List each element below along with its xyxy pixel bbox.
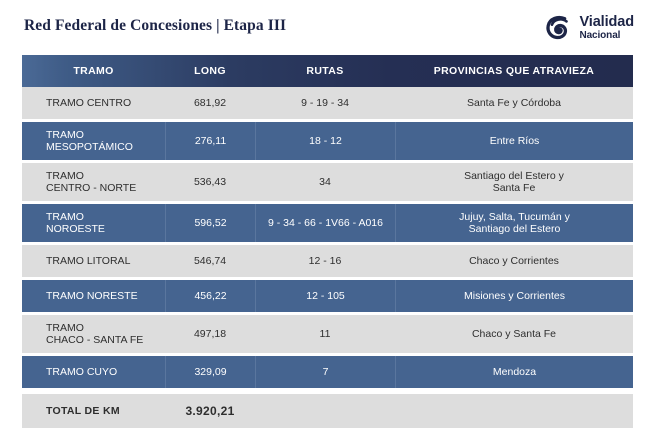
cell-long-text: 546,74 bbox=[193, 254, 227, 267]
cell-tramo bbox=[22, 245, 165, 277]
cell-provincias-text: Chaco y Corrientes bbox=[469, 254, 559, 267]
cell-rutas-text: 11 bbox=[319, 327, 331, 340]
cell-tramo-text: TRAMO NORESTE bbox=[46, 289, 138, 302]
cell-long-text: 329,09 bbox=[194, 365, 227, 378]
cell-long-text: 536,43 bbox=[193, 175, 227, 188]
cell-provincias-text: Santiago del Estero y Santa Fe bbox=[464, 169, 564, 194]
logo-line-2: Nacional bbox=[579, 29, 621, 41]
column-header-tramo: TRAMO bbox=[73, 64, 114, 77]
vialidad-nacional-logo bbox=[544, 13, 634, 43]
cell-provincias bbox=[395, 245, 633, 277]
cell-rutas-text: 18 - 12 bbox=[309, 134, 342, 147]
cell-tramo bbox=[22, 204, 165, 242]
cell-rutas bbox=[255, 315, 395, 353]
cell-tramo-text: TRAMO CENTRO bbox=[46, 96, 132, 109]
cell-tramo bbox=[22, 356, 165, 388]
total-label-cell: TOTAL DE KM bbox=[46, 404, 120, 417]
cell-long bbox=[165, 87, 255, 119]
cell-provincias bbox=[395, 356, 633, 388]
cell-provincias-text: Misiones y Corrientes bbox=[464, 289, 565, 302]
logo-line-1: Vialidad bbox=[579, 14, 634, 31]
cell-long-text: 596,52 bbox=[194, 216, 227, 229]
cell-long bbox=[165, 280, 255, 312]
cell-tramo-text: TRAMO CHACO - SANTA FE bbox=[46, 321, 144, 346]
cell-rutas-text: 12 - 105 bbox=[306, 289, 345, 302]
cell-tramo-text: TRAMO MESOPOTÁMICO bbox=[46, 128, 133, 153]
cell-rutas bbox=[255, 122, 395, 160]
table-row bbox=[22, 122, 633, 160]
table-row bbox=[22, 204, 633, 242]
cell-provincias-text: Jujuy, Salta, Tucumán y Santiago del Estero bbox=[459, 210, 570, 235]
cell-rutas bbox=[255, 204, 395, 242]
cell-rutas bbox=[255, 87, 395, 119]
cell-provincias bbox=[395, 163, 633, 201]
column-header-long: LONG bbox=[194, 64, 226, 77]
logo-wordmark bbox=[579, 15, 634, 41]
cell-long bbox=[165, 245, 255, 277]
cell-rutas bbox=[255, 163, 395, 201]
cell-provincias-text: Santa Fe y Córdoba bbox=[467, 96, 561, 109]
cell-tramo bbox=[22, 87, 165, 119]
cell-long bbox=[165, 356, 255, 388]
cell-rutas-text: 34 bbox=[319, 175, 331, 188]
table-body bbox=[22, 87, 633, 391]
cell-long-text: 276,11 bbox=[194, 134, 227, 147]
table-header-row bbox=[22, 55, 633, 87]
cell-tramo-text: TRAMO NOROESTE bbox=[46, 210, 105, 235]
cell-long bbox=[165, 122, 255, 160]
cell-provincias bbox=[395, 280, 633, 312]
cell-long-text: 456,22 bbox=[194, 289, 227, 302]
page-title: Red Federal de Concesiones | Etapa III bbox=[24, 17, 287, 34]
table-row bbox=[22, 315, 633, 353]
cell-provincias-text: Mendoza bbox=[492, 365, 537, 378]
cell-long bbox=[165, 315, 255, 353]
total-rutas-cell bbox=[255, 394, 395, 428]
total-provincias-cell bbox=[395, 394, 633, 428]
cell-tramo-text: TRAMO CENTRO - NORTE bbox=[46, 169, 137, 194]
total-value-cell: 3.920,21 bbox=[185, 403, 235, 418]
cell-tramo bbox=[22, 280, 165, 312]
table-row bbox=[22, 163, 633, 201]
concessions-table bbox=[22, 55, 633, 428]
cell-rutas bbox=[255, 356, 395, 388]
cell-long-text: 681,92 bbox=[193, 96, 227, 109]
table-row bbox=[22, 280, 633, 312]
cell-long bbox=[165, 163, 255, 201]
cell-provincias-text: Chaco y Santa Fe bbox=[471, 327, 557, 340]
cell-rutas-text: 9 - 34 - 66 - 1V66 - A016 bbox=[268, 216, 383, 229]
column-header-provincias: PROVINCIAS QUE ATRAVIEZA bbox=[433, 64, 595, 77]
table-total-row bbox=[22, 394, 633, 428]
cell-tramo bbox=[22, 315, 165, 353]
cell-long bbox=[165, 204, 255, 242]
cell-provincias-text: Entre Ríos bbox=[489, 134, 540, 147]
table-row bbox=[22, 245, 633, 277]
cell-tramo bbox=[22, 163, 165, 201]
cell-provincias bbox=[395, 87, 633, 119]
cell-rutas bbox=[255, 245, 395, 277]
cell-rutas-text: 7 bbox=[322, 365, 329, 378]
table-row bbox=[22, 356, 633, 388]
cell-rutas-text: 9 - 19 - 34 bbox=[301, 96, 349, 109]
cell-provincias bbox=[395, 204, 633, 242]
column-header-rutas: RUTAS bbox=[306, 64, 344, 77]
slide-header bbox=[0, 0, 656, 55]
cell-rutas bbox=[255, 280, 395, 312]
cell-provincias bbox=[395, 315, 633, 353]
cell-tramo bbox=[22, 122, 165, 160]
cell-provincias bbox=[395, 122, 633, 160]
cell-rutas-text: 12 - 16 bbox=[308, 254, 342, 267]
cell-tramo-text: TRAMO CUYO bbox=[46, 365, 118, 378]
table-row bbox=[22, 87, 633, 119]
spiral-swirl-icon bbox=[544, 13, 574, 43]
cell-tramo-text: TRAMO LITORAL bbox=[46, 254, 131, 267]
cell-long-text: 497,18 bbox=[193, 327, 227, 340]
